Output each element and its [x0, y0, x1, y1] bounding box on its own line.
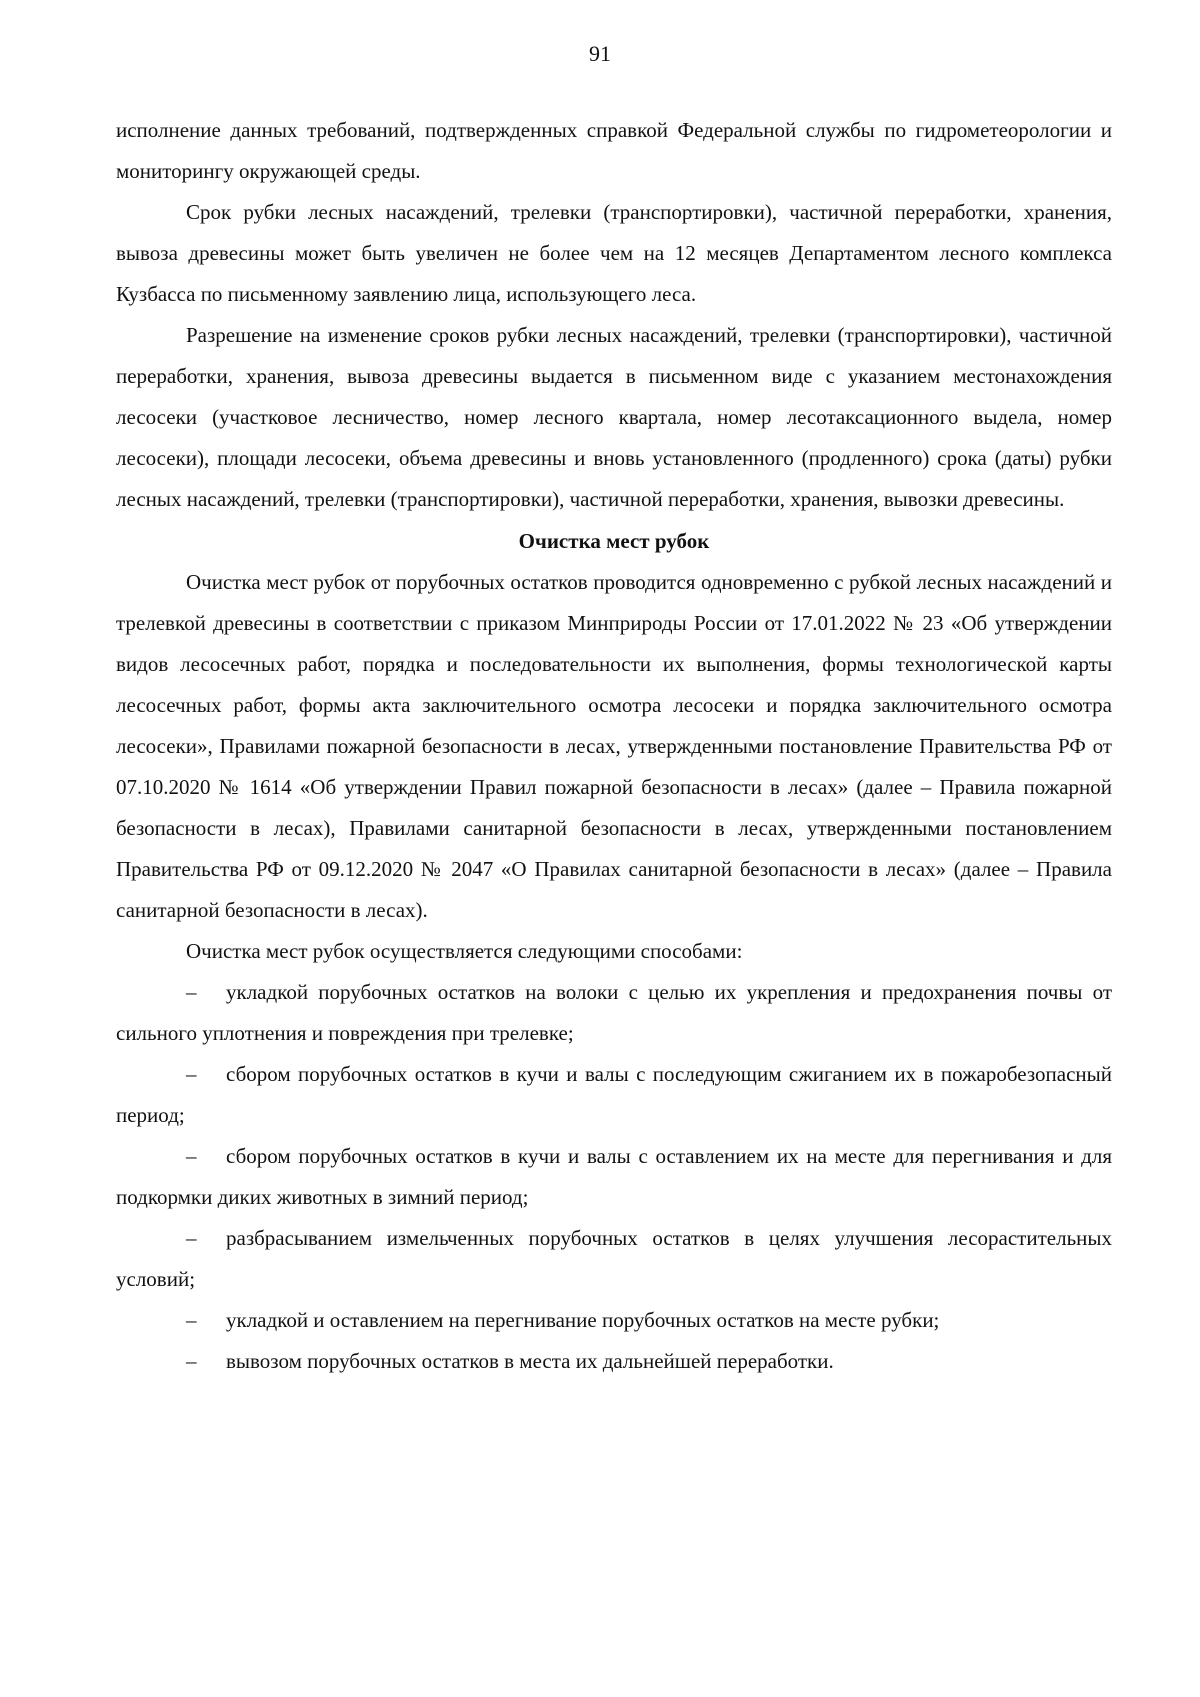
list-item	[116, 1054, 1112, 1136]
paragraph-cleaning-rules: Очистка мест рубок от порубочных остатков проводится одновременно с рубкой лесных насаждений и трелевкой древесины в соответствии с приказом Минприроды России от 17.01.2022 № 23 «Об утверждении видов лесосечных работ, порядка и последовательности их выполнения, формы технологической карты лесосечных работ, формы акта заключительного осмотра лесосеки и порядка заключительного осмотра лесосеки», Правилами пожарной безопасности в лесах, утвержденными постановление Правительства РФ от 07.10.2020 № 1614 «Об утверждении Правил пожарной безопасности в лесах» (далее – Правила пожарной безопасности в лесах), Правилами санитарной безопасности в лесах, утвержденными постановлением Правительства РФ от 09.12.2020 № 2047 «О Правилах санитарной безопасности в лесах» (далее – Правила санитарной безопасности в лесах).	[116, 570, 1112, 922]
list-item	[116, 1218, 1112, 1300]
paragraph-cleaning-methods-intro: Очистка мест рубок осуществляется следующими способами:	[186, 939, 743, 963]
list-item-text: укладкой и оставлением на перегнивание порубочных остатков на месте рубки;	[226, 1308, 940, 1332]
section-heading: Очистка мест рубок	[518, 529, 710, 553]
paragraph-continuation: исполнение данных требований, подтвержденных справкой Федеральной службы по гидрометеорологии и мониторингу окружающей среды.	[116, 118, 1112, 183]
list-item-text: вывозом порубочных остатков в места их дальнейшей переработки.	[226, 1349, 834, 1373]
list-item-text: сбором порубочных остатков в кучи и валы с последующим сжиганием их в пожаробезопасный период;	[116, 1062, 1112, 1127]
list-dash: –	[186, 1349, 197, 1373]
list-dash: –	[186, 1226, 197, 1250]
list-item-text: сбором порубочных остатков в кучи и валы с оставлением их на месте для перегнивания и для подкормки диких животных в зимний период;	[116, 1144, 1112, 1209]
list-item-text: разбрасыванием измельченных порубочных остатков в целях улучшения лесорастительных условий;	[116, 1226, 1112, 1291]
list-item	[116, 972, 1112, 1054]
list-dash: –	[186, 980, 197, 1004]
list-dash: –	[186, 1062, 197, 1086]
cleaning-methods-list	[116, 972, 1112, 1382]
document-body	[116, 110, 1112, 1382]
list-item	[116, 1136, 1112, 1218]
list-item-text: укладкой порубочных остатков на волоки с целью их укрепления и предохранения почвы от сильного уплотнения и повреждения при трелевке;	[116, 980, 1112, 1045]
paragraph-permission: Разрешение на изменение сроков рубки лесных насаждений, трелевки (транспортировки), частичной переработки, хранения, вывоза древесины выдается в письменном виде с указанием местонахождения лесосеки (участковое лесничество, номер лесного квартала, номер лесотаксационного выдела, номер лесосеки), площади лесосеки, объема древесины и вновь установленного (продленного) срока (даты) рубки лесных насаждений, трелевки (транспортировки), частичной переработки, хранения, вывозки древесины.	[116, 323, 1112, 511]
list-item	[116, 1300, 1112, 1341]
page-number: 91	[589, 41, 611, 66]
list-item	[116, 1341, 1112, 1382]
list-dash: –	[186, 1308, 197, 1332]
list-dash: –	[186, 1144, 197, 1168]
paragraph-deadline-extension: Срок рубки лесных насаждений, трелевки (транспортировки), частичной переработки, хранения, вывоза древесины может быть увеличен не более чем на 12 месяцев Департаментом лесного комплекса Кузбасса по письменному заявлению лица, использующего леса.	[116, 200, 1112, 306]
